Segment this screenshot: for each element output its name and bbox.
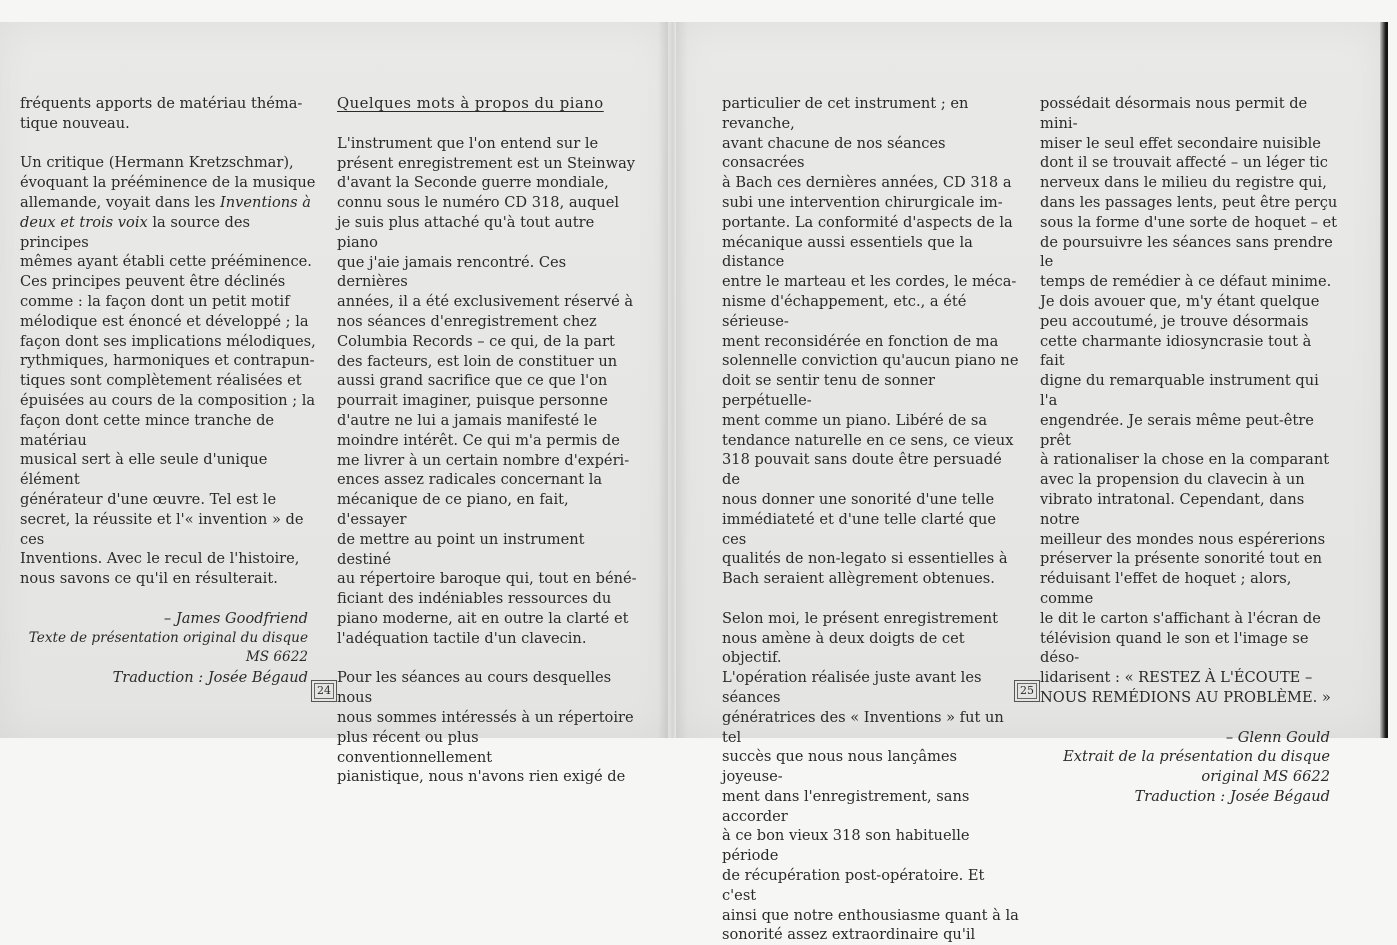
booklet-edge (1380, 22, 1388, 738)
section-heading: Quelques mots à propos du piano (337, 95, 604, 112)
signature-author: – James Goodfriend (163, 609, 308, 627)
signature-source: Extrait de la présentation du disque (1063, 748, 1330, 766)
signature-block (20, 609, 308, 688)
paragraph-text: la source des principes mêmes ayant établi cette prééminence. Ces principes peuvent être déclinés comme : la façon dont un petit motif mélodique est énoncé et développé ; la façon dont ses implications mélodiques, rythmiques, harmoniques et contrapun- tiques sont complètement réalisées et épuisées au cours de la composition ; la façon dont cette mince tranche de matériau musical sert à elle seule d'unique élément générateur d'une œuvre. Tel est le secret, la réussite et l'« invention » de ces Inventions. Avec le recul de l'histoire, nous savons ce qu'il en résulterait. (20, 213, 316, 588)
booklet-spine (658, 22, 688, 738)
paragraph-kretzschmar (20, 153, 320, 589)
paragraph-sessions: Pour les séances au cours desquelles nous nous sommes intéressés à un répertoire plus récent ou plus conventionnellement pianistique, nous n'avons rien exigé de (337, 669, 634, 786)
paragraph-text: Un critique (Hermann Kretzschmar), évoquant la prééminence de la musique allemande, voyait dans les (20, 154, 316, 211)
page-number-right: 25 (1014, 680, 1040, 702)
left-column-2 (337, 94, 637, 787)
left-column-1 (20, 94, 320, 688)
signature-translation: Traduction : Josée Bégaud (112, 669, 308, 687)
italic-title: Inventions à deux et trois voix (20, 193, 312, 231)
paragraph-hiccup: possédait désormais nous permit de mini- miser le seul effet secondaire nuisible dont il se trouvait affecté – un léger tic nerveux dans le milieu du registre qui, dans les passages lents, peut être perçu sous la forme d'une sorte de hoquet – et de poursuivre les séances sans prendre le temps de remédier à ce défaut minime. Je dois avouer que, m'y étant quelque peu accoutumé, je trouve désormais cette charmante idiosyncrasie tout à fait digne du remarquable instrument qui l'a engendrée. Je serais même peut-être prêt à rationaliser la chose en la comparant avec la propension du clavecin à un vibrato intratonal. Cependant, dans notre meilleur des mondes nous espérerions préserver la présente sonorité tout en réduisant l'effet de hoquet ; alors, comme le dit le carton s'affichant à l'écran de télévision quand le son et l'image se déso- lidarisent : « RESTEZ À L'ÉCOUTE – NOUS REMÉDIONS AU PROBLÈME. » (1040, 95, 1338, 706)
paragraph-instrument: L'instrument que l'on entend sur le présent enregistrement est un Steinway d'avant la Seconde guerre mondiale, connu sous le numéro CD 318, auquel je suis plus attaché qu'à tout autre piano que j'aie jamais rencontré. Ces dernières années, il a été exclusivement réservé à nos séances d'enregistrement chez Columbia Records – ce qui, de la part des facteurs, est loin de constituer un aussi grand sacrifice que ce que l'on pourrait imaginer, puisque personne d'autre ne lui a jamais manifesté le moindre intérêt. Ce qui m'a permis de me livrer à un certain nombre d'expéri- ences assez radicales concernant la mécanique de ce piano, en fait, d'essayer de mettre au point un instrument destiné au répertoire baroque qui, tout en béné- ficiant des indéniables ressources du piano moderne, ait en outre la clarté et l'adéquation tactile d'un clavecin. (337, 134, 637, 647)
right-column-2 (1040, 94, 1340, 807)
page-number-left: 24 (311, 680, 337, 702)
signature-block (1040, 728, 1330, 807)
signature-source: Texte de présentation original du disque MS 6622 (28, 629, 308, 666)
signature-translation: Traduction : Josée Bégaud (1134, 787, 1330, 805)
signature-source-2: original MS 6622 (1201, 768, 1330, 786)
right-column-1 (722, 94, 1022, 945)
paragraph-continuation: fréquents apports de matériau théma- tique nouveau. (20, 95, 303, 132)
paragraph-modification: particulier de cet instrument ; en revanche, avant chacune de nos séances consacrées à Bach ces dernières années, CD 318 a subi une intervention chirurgicale im- portante. La conformité d'aspects de la mécanique aussi essentiels que la distance entre le marteau et les cordes, le méca- nisme d'échappement, etc., a été sérieuse- ment reconsidérée en fonction de ma solennelle conviction qu'aucun piano ne doit se sentir tenu de sonner perpétuelle- ment comme un piano. Libéré de sa tendance naturelle en ce sens, ce vieux 318 pouvait sans doute être persuadé de nous donner une sonorité d'une telle immédiateté et d'une telle clarté que ces qualités de non-legato si essentielles à Bach seraient allègrement obtenues. (722, 95, 1019, 588)
signature-author: – Glenn Gould (1225, 728, 1330, 746)
paragraph-recording: Selon moi, le présent enregistrement nous amène à deux doigts de cet objectif. L'opération réalisée juste avant les séances génératrices des « Inventions » fut un tel succès que nous nous lançâmes joyeuse- ment dans l'enregistrement, sans accorder à ce bon vieux 318 son habituelle période de récupération post-opératoire. Et c'est ainsi que notre enthousiasme quant à la sonorité assez extraordinaire qu'il (722, 609, 1019, 944)
